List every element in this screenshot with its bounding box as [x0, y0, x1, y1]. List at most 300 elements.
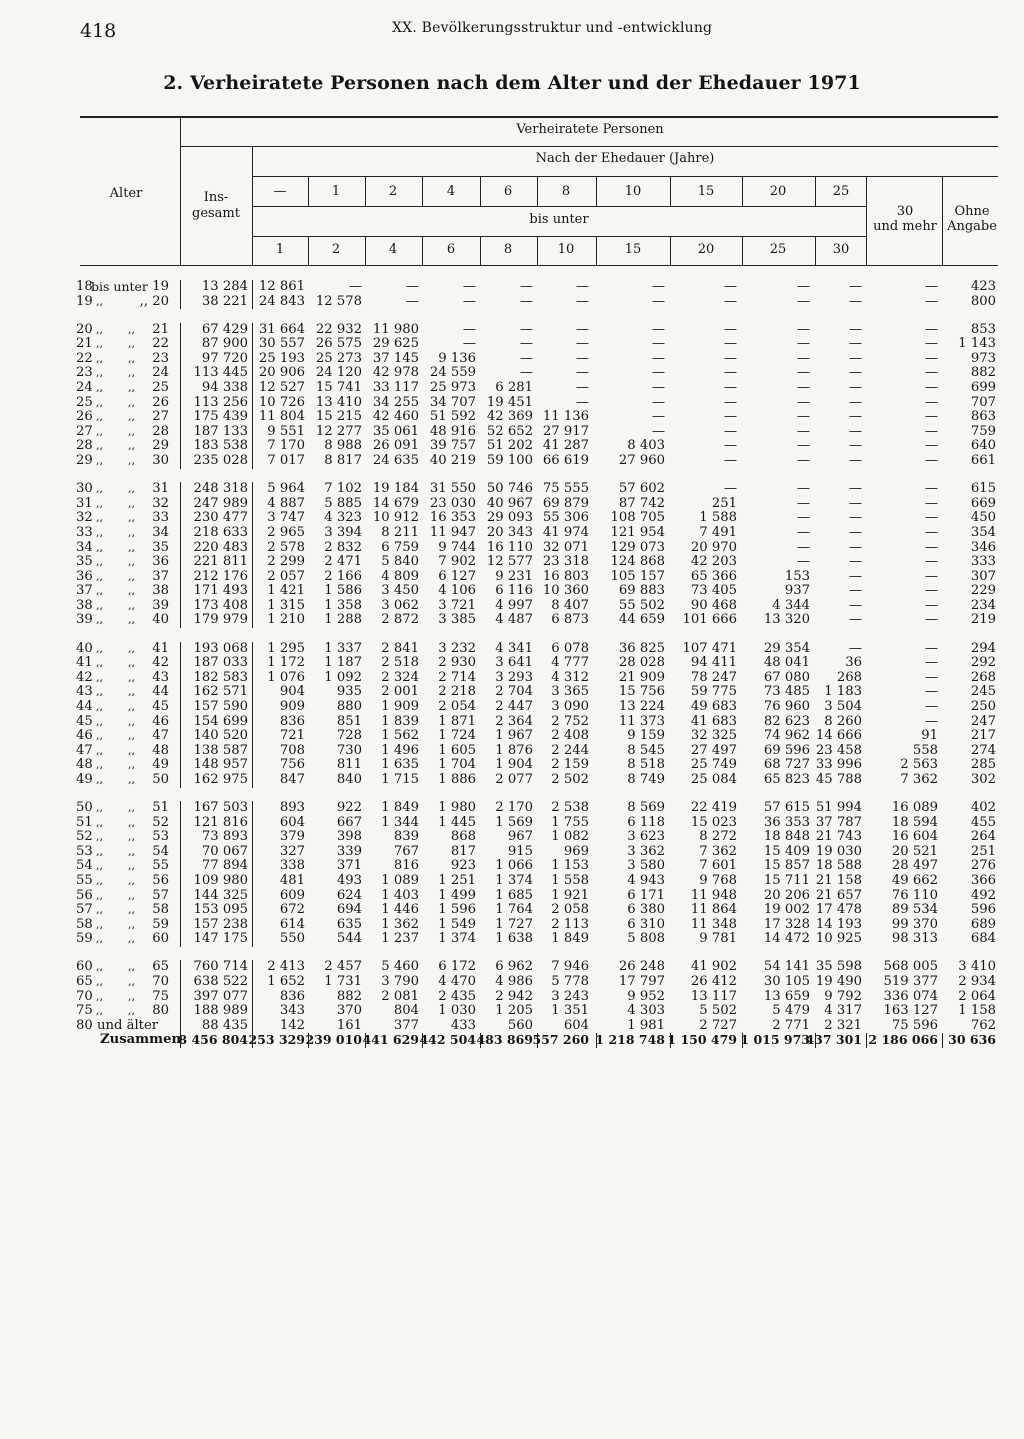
age-part: ,, — [96, 801, 103, 814]
table-cell: 34 707 — [429, 394, 476, 410]
table-cell: — — [848, 350, 862, 366]
header-from-3: 4 — [446, 184, 456, 199]
table-cell: 11 980 — [372, 321, 419, 337]
row-group — [0, 801, 1024, 947]
table-cell: 6 127 — [438, 568, 476, 584]
table-cell: 661 — [970, 453, 996, 469]
table-cell: 4 470 — [438, 974, 476, 990]
table-cell: 2 218 — [438, 684, 476, 700]
table-cell: 24 635 — [372, 453, 419, 469]
table-cell: 31 550 — [429, 481, 476, 497]
table-cell: 75 555 — [542, 481, 589, 497]
table-cell: 1 715 — [381, 771, 419, 787]
table-cell: 1 839 — [381, 713, 419, 729]
table-cell: 11 804 — [258, 409, 305, 425]
table-cell: 9 781 — [699, 931, 737, 947]
age-part: 28 — [152, 423, 169, 439]
table-cell: 50 746 — [486, 481, 533, 497]
table-cell: 397 077 — [193, 988, 248, 1004]
column-rule — [252, 366, 253, 381]
table-cell: — — [848, 640, 862, 656]
table-cell: 193 068 — [193, 640, 248, 656]
table-cell: 2 364 — [495, 713, 533, 729]
column-rule — [180, 700, 181, 715]
table-cell: 377 — [393, 1017, 419, 1033]
table-cell: 863 — [970, 409, 996, 425]
age-part: 70 — [152, 974, 169, 990]
running-head: XX. Bevölkerungsstruktur und -entwicklung — [392, 20, 713, 36]
table-cell: 3 062 — [381, 597, 419, 613]
age-part: 33 — [152, 510, 169, 526]
age-part: 47 — [152, 728, 169, 744]
column-rule — [180, 729, 181, 744]
table-cell: 8 260 — [824, 713, 862, 729]
vrule-insgesamt — [180, 118, 181, 265]
table-cell: 1 904 — [495, 757, 533, 773]
table-cell: — — [924, 583, 938, 599]
table-cell: 17 328 — [763, 916, 810, 932]
column-rule — [252, 671, 253, 686]
header-to-6: 15 — [624, 242, 642, 257]
column-rule — [866, 1033, 867, 1048]
column-rule — [180, 613, 181, 628]
age-part: 80 und älter — [76, 1017, 159, 1033]
table-cell: 817 — [450, 843, 476, 859]
table-cell: 346 — [970, 539, 996, 555]
table-cell: 836 — [279, 988, 305, 1004]
age-part: 53 — [76, 843, 93, 859]
table-row — [0, 845, 1024, 860]
table-cell: — — [796, 321, 810, 337]
table-cell: 6 310 — [627, 916, 665, 932]
table-cell: 694 — [336, 902, 362, 918]
table-cell: — — [924, 365, 938, 381]
age-part: ,, — [128, 641, 135, 655]
table-cell: 89 534 — [891, 902, 938, 918]
column-rule — [180, 773, 181, 788]
table-cell: 1 727 — [495, 916, 533, 932]
vrule-to — [596, 236, 597, 265]
age-part: 46 — [152, 713, 169, 729]
table-cell: — — [924, 524, 938, 540]
table-cell: 379 — [279, 829, 305, 845]
table-cell: 51 202 — [486, 438, 533, 454]
table-cell: 672 — [279, 902, 305, 918]
table-cell: 70 067 — [201, 843, 248, 859]
table-cell: 25 973 — [429, 380, 476, 396]
table-cell: 21 909 — [618, 669, 665, 685]
table-cell: 67 080 — [763, 669, 810, 685]
column-rule — [180, 830, 181, 845]
table-cell: 853 — [970, 321, 996, 337]
table-cell: 14 472 — [763, 931, 810, 947]
table-cell: 41 683 — [690, 713, 737, 729]
column-rule — [180, 715, 181, 730]
table-cell: 2 324 — [381, 669, 419, 685]
table-cell: 1 764 — [495, 902, 533, 918]
table-cell: 15 741 — [315, 380, 362, 396]
page-number: 418 — [80, 20, 117, 42]
table-cell: 2 457 — [324, 959, 362, 975]
age-part: 43 — [76, 684, 93, 700]
table-cell: 175 439 — [193, 409, 248, 425]
table-cell: 2 321 — [824, 1017, 862, 1033]
age-part: ,, — [96, 873, 103, 887]
age-part: 43 — [152, 669, 169, 685]
age-part: 42 — [152, 655, 169, 671]
table-cell: 17 478 — [815, 902, 862, 918]
table-row — [0, 773, 1024, 788]
age-part: ,, — [96, 729, 103, 743]
age-part: 57 — [152, 887, 169, 903]
vrule-from — [365, 176, 366, 206]
age-part: 49 — [152, 757, 169, 773]
vrule-to — [308, 236, 309, 265]
column-rule — [180, 1019, 181, 1034]
table-cell: 161 — [336, 1017, 362, 1033]
age-part: ,, — [128, 903, 135, 917]
age-part: 39 — [76, 612, 93, 628]
table-cell: 1 092 — [324, 669, 362, 685]
table-cell: 4 312 — [551, 669, 589, 685]
column-rule — [180, 482, 181, 497]
column-rule — [180, 570, 181, 585]
table-cell: 14 679 — [372, 495, 419, 511]
table-cell: 16 110 — [486, 539, 533, 555]
table-row — [0, 613, 1024, 628]
table-cell: 73 405 — [690, 583, 737, 599]
age-part: ,, — [128, 758, 135, 772]
age-part: 19 — [76, 293, 93, 309]
table-cell: 45 788 — [815, 771, 862, 787]
table-cell: 4 997 — [495, 597, 533, 613]
table-cell: 182 583 — [193, 669, 248, 685]
age-part: 27 — [76, 423, 93, 439]
table-cell: 2 057 — [267, 568, 305, 584]
table-cell: 13 224 — [618, 698, 665, 714]
table-cell: 836 — [279, 713, 305, 729]
column-rule — [252, 439, 253, 454]
table-cell: 88 435 — [201, 1017, 248, 1033]
table-row — [0, 366, 1024, 381]
table-cell: 44 659 — [618, 612, 665, 628]
header-from-5: 8 — [561, 184, 571, 199]
table-row — [0, 830, 1024, 845]
table-cell: 157 590 — [193, 698, 248, 714]
total-cell: 30 636 — [948, 1032, 996, 1048]
table-cell: 13 410 — [315, 394, 362, 410]
table-cell: — — [651, 293, 665, 309]
table-cell: 5 885 — [324, 495, 362, 511]
table-cell: 880 — [336, 698, 362, 714]
table-cell: — — [924, 293, 938, 309]
total-cell: 1 218 748 — [595, 1032, 665, 1048]
table-cell: 558 — [912, 742, 938, 758]
table-cell: 1 849 — [551, 931, 589, 947]
age-part: ,, — [128, 366, 135, 380]
age-part: 55 — [76, 872, 93, 888]
table-cell: 2 113 — [551, 916, 589, 932]
age-part: 53 — [152, 829, 169, 845]
table-cell: 24 559 — [429, 365, 476, 381]
age-part: ,, — [96, 351, 103, 365]
table-cell: — — [723, 321, 737, 337]
table-cell: — — [924, 698, 938, 714]
table-cell: 33 117 — [372, 380, 419, 396]
table-cell: 51 592 — [429, 409, 476, 425]
table-cell: — — [796, 394, 810, 410]
column-rule — [252, 337, 253, 352]
table-row — [0, 960, 1024, 975]
table-cell: — — [519, 350, 533, 366]
column-rule — [252, 425, 253, 440]
table-cell: 187 033 — [193, 655, 248, 671]
table-cell: 3 450 — [381, 583, 419, 599]
table-row — [0, 642, 1024, 657]
table-cell: — — [848, 279, 862, 294]
table-cell: 218 633 — [193, 524, 248, 540]
table-row — [0, 410, 1024, 425]
header-ohne-2: Angabe — [947, 219, 997, 234]
table-cell: 882 — [970, 365, 996, 381]
table-cell: 3 394 — [324, 524, 362, 540]
table-cell: 4 777 — [551, 655, 589, 671]
row-group — [0, 960, 1024, 1048]
table-row — [0, 337, 1024, 352]
table-cell: 3 721 — [438, 597, 476, 613]
table-cell: — — [796, 524, 810, 540]
table-cell: — — [924, 684, 938, 700]
column-rule — [180, 584, 181, 599]
table-cell: — — [519, 321, 533, 337]
table-cell: 6 281 — [495, 380, 533, 396]
table-cell: 893 — [279, 800, 305, 815]
table-cell: 15 409 — [763, 843, 810, 859]
table-cell: 3 385 — [438, 612, 476, 628]
age-part: ,, — [96, 454, 103, 468]
table-row — [0, 511, 1024, 526]
table-cell: 7 170 — [267, 438, 305, 454]
table-cell: 1 596 — [438, 902, 476, 918]
age-part: 47 — [76, 742, 93, 758]
table-cell: 9 744 — [438, 539, 476, 555]
table-cell: 604 — [563, 1017, 589, 1033]
header-insgesamt-2: gesamt — [192, 206, 240, 221]
table-cell: 17 797 — [618, 974, 665, 990]
table-cell: — — [723, 409, 737, 425]
table-cell: 1 210 — [267, 612, 305, 628]
table-cell: 343 — [279, 1003, 305, 1019]
table-cell: — — [575, 394, 589, 410]
table-row — [0, 889, 1024, 904]
column-rule — [252, 599, 253, 614]
table-cell: 5 479 — [772, 1003, 810, 1019]
table-cell: 10 360 — [542, 583, 589, 599]
age-part: 41 — [76, 655, 93, 671]
age-part: bis unter — [91, 279, 148, 294]
age-part: 25 — [76, 394, 93, 410]
age-part: 36 — [76, 568, 93, 584]
age-part: 54 — [152, 843, 169, 859]
table-cell: — — [462, 336, 476, 352]
column-rule — [252, 642, 253, 657]
table-cell: 1 374 — [438, 931, 476, 947]
header-to-4: 8 — [503, 242, 513, 257]
table-cell: 8 518 — [627, 757, 665, 773]
table-cell: — — [575, 293, 589, 309]
table-cell: 37 145 — [372, 350, 419, 366]
table-cell: 8 211 — [381, 524, 419, 540]
age-part: 51 — [152, 800, 169, 815]
table-cell: — — [723, 336, 737, 352]
table-cell: 12 861 — [258, 279, 305, 294]
age-part: 36 — [152, 554, 169, 570]
vrule-to — [365, 236, 366, 265]
header-from-9: 25 — [832, 184, 850, 199]
vrule-from — [422, 176, 423, 206]
table-cell: 18 848 — [763, 829, 810, 845]
table-cell: 2 054 — [438, 698, 476, 714]
table-cell: 26 412 — [690, 974, 737, 990]
column-rule — [180, 511, 181, 526]
table-cell: 2 471 — [324, 554, 362, 570]
table-cell: 87 742 — [618, 495, 665, 511]
table-cell: 767 — [393, 843, 419, 859]
table-cell: — — [519, 293, 533, 309]
table-cell: 371 — [336, 858, 362, 874]
column-rule — [252, 280, 253, 295]
table-cell: 37 787 — [815, 814, 862, 830]
column-rule — [252, 903, 253, 918]
table-cell: 4 943 — [627, 872, 665, 888]
table-cell: 38 221 — [201, 293, 248, 309]
table-cell: 2 752 — [551, 713, 589, 729]
age-part: 65 — [152, 959, 169, 975]
age-part: ,, — [128, 685, 135, 699]
table-cell: 251 — [970, 843, 996, 859]
table-cell: 1 685 — [495, 887, 533, 903]
age-part: 35 — [76, 554, 93, 570]
table-cell: 32 071 — [542, 539, 589, 555]
table-cell: 3 790 — [381, 974, 419, 990]
vrule-from — [742, 176, 743, 206]
table-cell: — — [405, 279, 419, 294]
table-cell: — — [924, 321, 938, 337]
column-rule — [252, 845, 253, 860]
age-part: ,, — [96, 294, 103, 308]
age-part: 27 — [152, 409, 169, 425]
table-cell: — — [924, 380, 938, 396]
table-cell: 11 373 — [618, 713, 665, 729]
table-cell: 8 988 — [324, 438, 362, 454]
table-cell: — — [848, 612, 862, 628]
table-cell: 57 615 — [763, 800, 810, 815]
table-cell: — — [924, 336, 938, 352]
table-cell: 67 429 — [201, 321, 248, 337]
header-from-8: 20 — [769, 184, 787, 199]
table-cell: 30 105 — [763, 974, 810, 990]
table-cell: — — [723, 279, 737, 294]
table-cell: 101 666 — [682, 612, 737, 628]
age-part: 31 — [76, 495, 93, 511]
table-cell: 402 — [970, 800, 996, 815]
table-cell: 1 499 — [438, 887, 476, 903]
table-cell: — — [848, 539, 862, 555]
age-part: ,, — [128, 830, 135, 844]
table-cell: — — [924, 495, 938, 511]
table-cell: 3 243 — [551, 988, 589, 1004]
table-cell: 667 — [336, 814, 362, 830]
row-group — [0, 642, 1024, 788]
age-part: 60 — [152, 931, 169, 947]
column-rule — [252, 744, 253, 759]
table-cell: — — [651, 394, 665, 410]
table-cell: 27 497 — [690, 742, 737, 758]
table-cell: 915 — [507, 843, 533, 859]
table-cell: 2 841 — [381, 640, 419, 656]
column-rule — [180, 656, 181, 671]
table-cell: 15 857 — [763, 858, 810, 874]
column-rule — [942, 1033, 943, 1048]
table-cell: 69 879 — [542, 495, 589, 511]
vrule-from — [815, 176, 816, 206]
table-row — [0, 1004, 1024, 1019]
table-cell: — — [848, 336, 862, 352]
table-row — [0, 482, 1024, 497]
table-cell: 87 900 — [201, 336, 248, 352]
table-cell: — — [723, 481, 737, 497]
table-cell: 220 483 — [193, 539, 248, 555]
table-row — [0, 439, 1024, 454]
column-rule — [180, 410, 181, 425]
table-cell: 1 288 — [324, 612, 362, 628]
column-rule — [252, 859, 253, 874]
table-cell: — — [723, 394, 737, 410]
table-cell: 154 699 — [193, 713, 248, 729]
age-part: ,, — [96, 714, 103, 728]
table-row — [0, 671, 1024, 686]
table-cell: 42 203 — [690, 554, 737, 570]
table-cell: — — [848, 380, 862, 396]
table-cell: 1 030 — [438, 1003, 476, 1019]
table-cell: — — [796, 365, 810, 381]
age-part: 48 — [152, 742, 169, 758]
age-part: ,, — [96, 1004, 103, 1018]
table-cell: — — [651, 336, 665, 352]
column-rule — [180, 280, 181, 295]
table-cell: 2 965 — [267, 524, 305, 540]
table-cell: 6 873 — [551, 612, 589, 628]
table-cell: 18 594 — [891, 814, 938, 830]
table-cell: 1 446 — [381, 902, 419, 918]
table-cell: — — [848, 495, 862, 511]
header-from-6: 10 — [624, 184, 642, 199]
table-cell: 550 — [279, 931, 305, 947]
column-rule — [180, 816, 181, 831]
table-cell: 57 602 — [618, 481, 665, 497]
table-cell: — — [723, 423, 737, 439]
table-cell: 24 120 — [315, 365, 362, 381]
table-cell: 274 — [970, 742, 996, 758]
column-rule — [252, 541, 253, 556]
table-cell: 148 957 — [193, 757, 248, 773]
age-part: ,, — [96, 496, 103, 510]
table-cell: 5 778 — [551, 974, 589, 990]
table-cell: 29 093 — [486, 510, 533, 526]
table-cell: 20 206 — [763, 887, 810, 903]
table-cell: 29 625 — [372, 336, 419, 352]
age-part: ,, — [96, 656, 103, 670]
